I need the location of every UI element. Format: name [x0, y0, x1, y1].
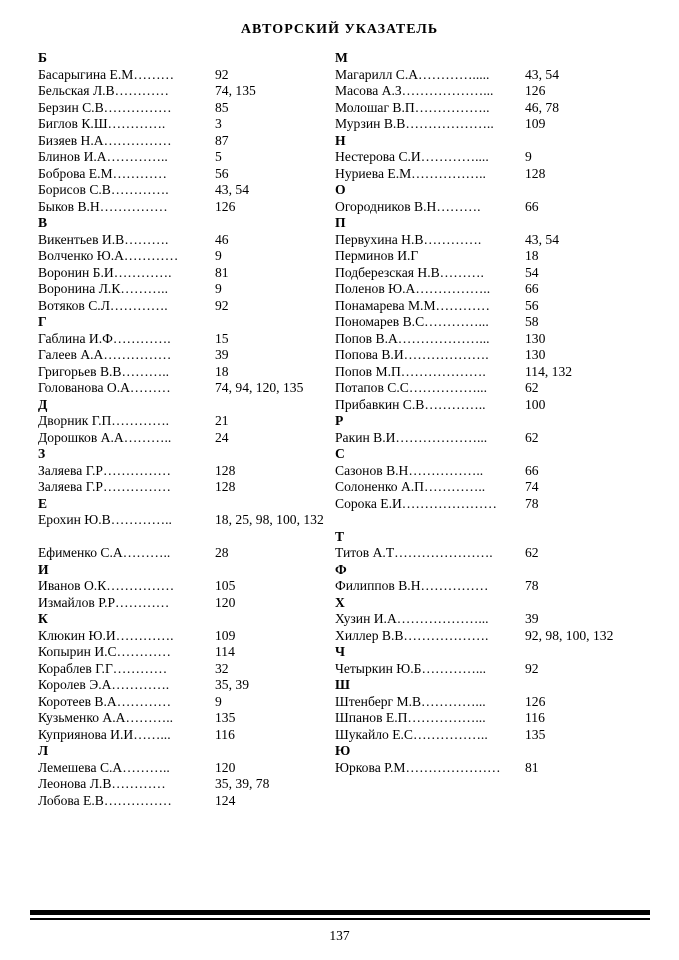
index-entry: [38, 67, 328, 84]
index-entry: [38, 133, 328, 150]
page-references: 18, 25, 98, 100, 132: [215, 512, 324, 527]
page-references: 78: [525, 495, 539, 511]
index-entry: [335, 149, 635, 166]
page-number: 137: [329, 928, 350, 943]
index-letter-heading: Ю: [335, 743, 351, 758]
author-name: Потапов С.С……………...: [335, 380, 487, 395]
index-entry: [38, 116, 328, 133]
author-name: Клюкин Ю.И………….: [38, 627, 174, 643]
index-entry: [38, 578, 328, 595]
author-name: Воронин Б.И………….: [38, 264, 172, 280]
author-name: Прибавкин С.В…………..: [335, 396, 486, 412]
author-name: Быков В.Н……………: [38, 198, 168, 214]
page-references: 135: [525, 726, 546, 742]
page-references: 9: [215, 693, 222, 709]
index-entry: [335, 727, 635, 744]
index-entry: [335, 331, 635, 348]
page-references: 92: [215, 297, 229, 313]
page-references: 120: [215, 759, 236, 775]
index-entry: [38, 430, 328, 447]
page-references: 15: [215, 330, 229, 346]
index-letter-heading: Ч: [335, 644, 345, 659]
index-letter-heading: Х: [335, 594, 345, 610]
page-references: 39: [525, 611, 539, 626]
author-name: Сорока Е.И…………………: [335, 495, 497, 511]
index-entry: [38, 166, 328, 183]
page-references: 85: [215, 99, 229, 115]
index-entry: [335, 265, 635, 282]
index-letter-heading: Б: [38, 50, 47, 65]
index-letter-heading: Р: [335, 413, 344, 428]
page-references: 66: [525, 198, 539, 214]
index-entry: [335, 248, 635, 265]
index-entry: [335, 380, 635, 397]
author-name: Берзин С.В……………: [38, 99, 172, 115]
author-name: Солоненко А.П…………..: [335, 479, 486, 494]
index-entry: [335, 710, 635, 727]
index-entry: [335, 67, 635, 84]
index-entry: [38, 265, 328, 282]
page-references: 81: [215, 264, 229, 280]
page-references: 35, 39, 78: [215, 776, 270, 791]
page-references: 35, 39: [215, 677, 249, 692]
page-references: 130: [525, 330, 546, 346]
page-references: 32: [215, 660, 229, 676]
author-name: Леонова Л.В…………: [38, 776, 166, 791]
index-entry: [38, 83, 328, 100]
author-name: Лобова Е.В……………: [38, 792, 172, 808]
index-entry: [38, 694, 328, 711]
index-entry: [38, 545, 328, 562]
index-entry: [38, 644, 328, 661]
author-name: Поленов Ю.А……………..: [335, 281, 491, 296]
index-entry: [38, 776, 328, 793]
index-letter-heading: П: [335, 215, 346, 230]
index-entry: [38, 232, 328, 249]
page-references: 62: [525, 380, 539, 395]
index-entry: [335, 83, 635, 100]
author-name: Лемешева С.А………..: [38, 759, 170, 775]
page-references: 87: [215, 132, 229, 148]
page-references: 124: [215, 792, 236, 808]
page-references: 54: [525, 264, 539, 280]
index-letter-heading: Д: [38, 396, 48, 412]
page-references: 58: [525, 314, 539, 329]
author-name: Четыркин Ю.Б…………...: [335, 660, 487, 676]
page-title: АВТОРСКИЙ УКАЗАТЕЛЬ: [240, 22, 439, 37]
page-references: 74, 135: [215, 83, 256, 98]
index-entry: [38, 149, 328, 166]
author-name: Григорьев В.В………..: [38, 363, 170, 379]
author-name: Дорошков А.А………..: [38, 429, 172, 445]
index-letter-heading: Ш: [335, 677, 350, 692]
author-name: Волченко Ю.А…………: [38, 248, 179, 263]
author-name: Басарыгина Е.М………: [38, 66, 175, 82]
author-name: Юркова Р.М…………………: [335, 759, 501, 775]
index-entry: [335, 545, 635, 562]
author-name: Нуриева Е.М……………..: [335, 165, 486, 181]
page-references: 74, 94, 120, 135: [215, 380, 304, 395]
author-name: Заляева Г.Р……………: [38, 479, 171, 494]
author-name: Хузин И.А………………...: [335, 611, 489, 626]
author-name: Мурзин В.В………………..: [335, 116, 494, 131]
page-references: 128: [525, 165, 546, 181]
author-name: Нестерова С.И…………....: [335, 149, 489, 164]
author-index-left-column: [38, 50, 328, 809]
author-name: Ерохин Ю.В…………..: [38, 512, 172, 527]
index-entry: [335, 232, 635, 249]
index-entry: [335, 100, 635, 117]
page-references: 109: [525, 116, 546, 131]
page-references: 21: [215, 413, 229, 428]
author-name: Дворник Г.П………….: [38, 413, 170, 428]
index-letter-heading: Ф: [335, 561, 347, 577]
author-name: Подберезская Н.В……….: [335, 264, 484, 280]
author-name: Вотяков С.Л………….: [38, 297, 168, 313]
author-name: Филиппов В.Н……………: [335, 578, 489, 593]
index-entry: [38, 331, 328, 348]
index-letter-heading: Т: [335, 528, 345, 544]
author-name: Молошаг В.П……………..: [335, 99, 490, 115]
index-entry: [38, 298, 328, 315]
page-references: 46, 78: [525, 99, 559, 115]
page-references: 9: [215, 281, 222, 296]
author-name: Шукайло Е.С……………..: [335, 726, 488, 742]
author-name: Сазонов В.Н……………..: [335, 462, 484, 478]
index-entry: [335, 364, 635, 381]
author-name: Масова А.З………………...: [335, 83, 494, 98]
page-references: 62: [525, 545, 539, 560]
page-references: 105: [215, 578, 236, 593]
index-entry: [335, 199, 635, 216]
index-entry: [335, 578, 635, 595]
index-entry: [335, 116, 635, 133]
author-name: Викентьев И.В……….: [38, 231, 169, 247]
index-entry: [335, 166, 635, 183]
page-references: 92, 98, 100, 132: [525, 627, 614, 643]
index-entry: [38, 100, 328, 117]
footer-rule-thick: [30, 910, 650, 915]
author-name: Блинов И.А…………..: [38, 149, 168, 164]
index-letter-heading: О: [335, 182, 346, 197]
index-letter-heading: С: [335, 446, 345, 461]
author-name: Бизяев Н.А……………: [38, 132, 172, 148]
index-entry: [335, 694, 635, 711]
index-entry: [335, 628, 635, 645]
page-references: 109: [215, 627, 236, 643]
page-references: 9: [215, 248, 222, 263]
author-name: Огородников В.Н……….: [335, 198, 481, 214]
author-name: Королев Э.А………….: [38, 677, 170, 692]
author-name: Пономарев В.С…………...: [335, 314, 489, 329]
index-entry: [335, 298, 635, 315]
index-letter-heading: В: [38, 215, 48, 230]
author-name: Копырин И.С…………: [38, 644, 171, 659]
index-entry: [38, 628, 328, 645]
index-entry: [38, 199, 328, 216]
index-entry: [38, 182, 328, 199]
author-name: Боброва Е.М…………: [38, 165, 167, 181]
page-references: 126: [215, 198, 236, 214]
index-entry: [335, 479, 635, 496]
index-letter-heading: Л: [38, 743, 49, 758]
page-references: 28: [215, 545, 229, 560]
author-index-right-column: [335, 50, 635, 776]
footer-rule-thin: [30, 918, 650, 920]
author-name: Магарилл С.А………….....: [335, 66, 490, 82]
index-letter-heading: И: [38, 561, 49, 577]
page-references: 9: [525, 149, 532, 164]
author-name: Галеев А.А……………: [38, 347, 172, 362]
page-references: 116: [525, 710, 545, 725]
page-references: 56: [215, 165, 229, 181]
author-name: Ефименко С.А………..: [38, 545, 171, 560]
page-references: 78: [525, 578, 539, 593]
index-entry: [335, 281, 635, 298]
author-name: Коротеев В.А…………: [38, 693, 172, 709]
index-entry: [38, 710, 328, 727]
page-references: 3: [215, 116, 222, 131]
page-references: 74: [525, 479, 539, 494]
author-name: Ракин В.И………………...: [335, 429, 488, 445]
page-references: 39: [215, 347, 229, 362]
index-entry: [38, 661, 328, 678]
page-references: 46: [215, 231, 229, 247]
index-entry: [38, 512, 328, 545]
page-references: 66: [525, 462, 539, 478]
page-references: 43, 54: [215, 182, 249, 197]
page-references: 114: [215, 644, 235, 659]
index-entry: [38, 727, 328, 744]
page-references: 43, 54: [525, 231, 559, 247]
page-references: 24: [215, 429, 229, 445]
page-references: 126: [525, 83, 546, 98]
author-name: Первухина Н.В………….: [335, 231, 482, 247]
author-name: Борисов С.В………….: [38, 182, 169, 197]
author-name: Воронина Л.К………..: [38, 281, 168, 296]
author-name: Иванов О.К……………: [38, 578, 175, 593]
index-entry: [38, 760, 328, 777]
author-name: Бельская Л.В…………: [38, 83, 169, 98]
page-references: 43, 54: [525, 66, 559, 82]
author-name: Голованова О.А………: [38, 380, 171, 395]
author-name: Штенберг М.В…………...: [335, 693, 486, 709]
page-references: 100: [525, 396, 546, 412]
author-name: Понамарева М.М…………: [335, 297, 490, 313]
page-references: 81: [525, 759, 539, 775]
index-letter-heading: Н: [335, 132, 346, 148]
page-references: 56: [525, 297, 539, 313]
author-name: Куприянова И.И……...: [38, 726, 171, 742]
index-entry: [335, 347, 635, 364]
index-entry: [38, 595, 328, 612]
page-references: 128: [215, 479, 236, 494]
author-name: Габлина И.Ф………….: [38, 330, 171, 346]
author-name: Попов В.А………………...: [335, 330, 490, 346]
author-name: Хиллер В.В……………….: [335, 627, 489, 643]
page-references: 128: [215, 462, 236, 478]
page-references: 120: [215, 594, 236, 610]
index-entry: [38, 364, 328, 381]
author-name: Попов М.П……………….: [335, 363, 486, 379]
index-entry: [38, 248, 328, 265]
author-name: Измайлов Р.Р…………: [38, 594, 170, 610]
author-name: Кузьменко А.А………..: [38, 710, 174, 725]
index-entry: [38, 793, 328, 810]
page-references: 135: [215, 710, 236, 725]
index-entry: [335, 496, 635, 513]
page-references: 116: [215, 726, 235, 742]
author-name: Титов А.Т………………….: [335, 545, 493, 560]
index-entry: [335, 661, 635, 678]
index-entry: [38, 413, 328, 430]
index-entry: [38, 281, 328, 298]
index-entry: [335, 314, 635, 331]
index-entry: [335, 760, 635, 777]
author-name: Кораблев Г.Г…………: [38, 660, 168, 676]
page-references: 5: [215, 149, 222, 164]
author-name: Попова В.И……………….: [335, 347, 489, 362]
spacer: [335, 512, 635, 529]
page-references: 92: [525, 660, 539, 676]
page-references: 114, 132: [525, 363, 573, 379]
index-entry: [335, 397, 635, 414]
index-letter-heading: Е: [38, 495, 48, 511]
index-entry: [38, 347, 328, 364]
author-name: Биглов К.Ш………….: [38, 116, 166, 131]
index-entry: [38, 677, 328, 694]
page-references: 92: [215, 66, 229, 82]
index-entry: [38, 463, 328, 480]
page-references: 66: [525, 281, 539, 296]
index-letter-heading: М: [335, 50, 348, 65]
index-letter-heading: З: [38, 446, 46, 461]
page-references: 18: [525, 248, 539, 263]
author-name: Шпанов Е.П……………...: [335, 710, 486, 725]
index-entry: [335, 430, 635, 447]
index-letter-heading: Г: [38, 314, 47, 329]
index-entry: [335, 611, 635, 628]
page-references: 18: [215, 363, 229, 379]
page-references: 126: [525, 693, 546, 709]
index-entry: [38, 380, 328, 397]
index-letter-heading: К: [38, 611, 48, 626]
page-references: 62: [525, 429, 539, 445]
page-references: 130: [525, 347, 546, 362]
index-entry: [38, 479, 328, 496]
author-name: Заляева Г.Р……………: [38, 462, 171, 478]
index-entry: [335, 463, 635, 480]
author-name: Перминов И.Г: [335, 248, 419, 263]
